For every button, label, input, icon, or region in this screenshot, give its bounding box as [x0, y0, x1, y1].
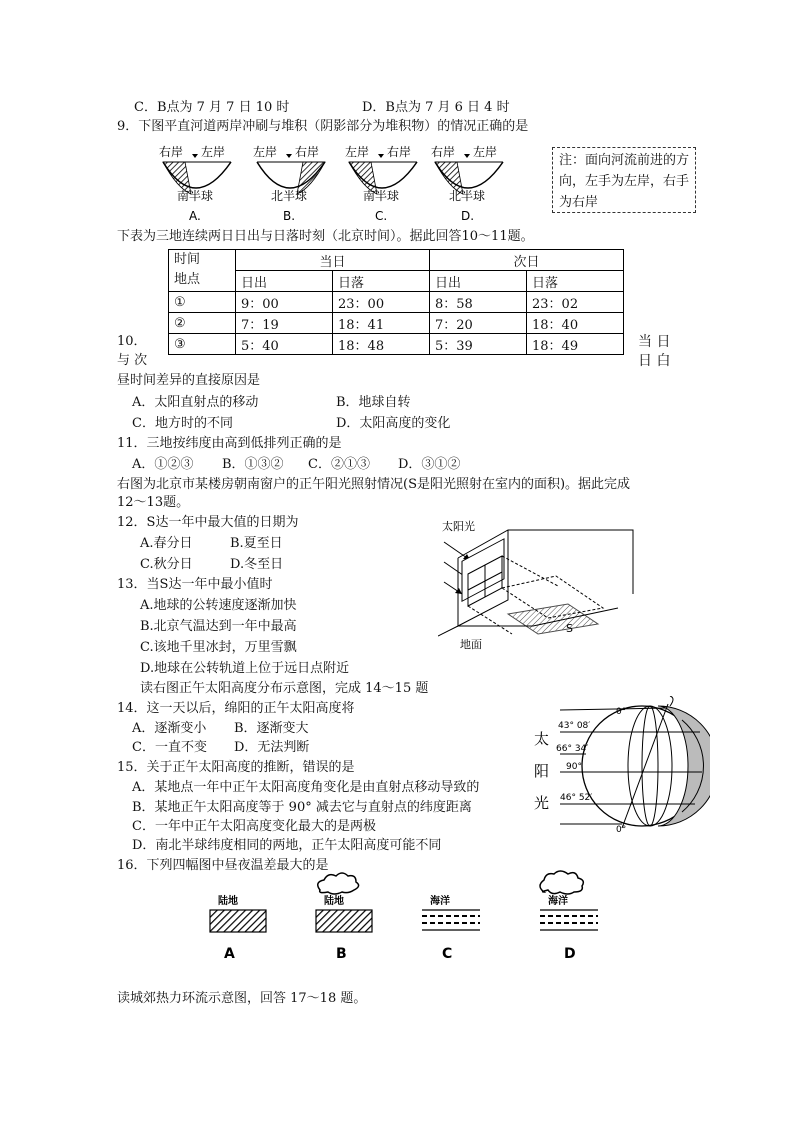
q11-stem: 11．三地按纬度由高到低排列正确的是: [117, 436, 342, 451]
river-fig-b: [253, 144, 325, 223]
q12-stem: 12．S达一年中最大值的日期为: [117, 515, 299, 530]
day-night-temp-figures: [200, 870, 610, 965]
panel-a-letter: A: [224, 946, 235, 962]
header-time: 时间: [174, 252, 201, 267]
q14-option-a: A．逐渐变小: [132, 721, 207, 736]
river-c-left: 左岸: [345, 145, 370, 159]
sunrise-table: [168, 249, 624, 355]
table-row: [169, 292, 624, 313]
window-sunlight-figure: [438, 516, 638, 661]
panel-d: [540, 871, 598, 962]
header-day1: 当日: [236, 250, 430, 271]
river-a-right: 左岸: [201, 145, 226, 159]
q10-number: 10．: [117, 334, 147, 349]
river-d-hemi: 北半球: [449, 189, 486, 203]
q13-option-c: C.该地千里冰封，万里雪飘: [140, 640, 297, 655]
q10-option-b: B．地球自转: [336, 395, 411, 410]
q11-option-d: D．③①②: [398, 457, 461, 472]
s-label: S: [566, 622, 573, 635]
panel-b: [316, 873, 372, 962]
angle-90: 90°: [566, 762, 582, 772]
header-day2: 次日: [430, 250, 624, 271]
q8-option-d: D．B点为 7 月 6 日 4 时: [362, 100, 510, 115]
panel-d-surface: 海洋: [548, 896, 568, 907]
table-corner-cell: [169, 250, 236, 292]
q15-stem: 15．关于正午太阳高度的推断，错误的是: [117, 760, 355, 775]
table-row: [169, 313, 624, 334]
panel-a: [210, 894, 266, 962]
q11-option-a: A．①②③: [132, 457, 194, 472]
row-rise-1: 9：00: [236, 292, 333, 313]
river-b-left: 左岸: [253, 145, 278, 159]
q13-option-a: A.地球的公转速度逐渐加快: [140, 598, 297, 613]
table-intro: 下表为三地连续两日日出与日落时刻（北京时间）。据此回答10～11题。: [117, 229, 534, 244]
q12-option-c: C.秋分日: [140, 557, 193, 572]
panel-c-letter: C: [442, 946, 453, 962]
header-set-1: 日落: [333, 271, 430, 292]
header-set-2: 日落: [527, 271, 624, 292]
intro-12-line1: 右图为北京市某楼房朝南窗户的正午阳光照射情况(S是阳光照射在室内的面积)。据此完成: [117, 477, 631, 492]
table-row: [169, 334, 624, 355]
q13-option-d: D.地球在公转轨道上位于远日点附近: [140, 661, 350, 676]
angle-bottom-0: 0°: [616, 825, 627, 835]
angle-top-0: 0°: [616, 707, 627, 717]
intro-14: 读右图正午太阳高度分布示意图，完成 14～15 题: [140, 681, 429, 696]
q10-option-c: C．地方时的不同: [132, 416, 233, 431]
q10-right-2: 日 白: [638, 353, 671, 369]
q12-option-b: B.夏至日: [230, 536, 283, 551]
q12-option-d: D.冬至日: [230, 557, 284, 572]
row-rise-1: 5：40: [236, 334, 333, 355]
q15-option-c: C．一年中正午太阳高度变化最大的是两极: [132, 819, 376, 834]
header-rise-1: 日出: [236, 271, 333, 292]
q11-option-c: C．②①③: [308, 457, 370, 472]
row-set-2: 18：49: [527, 334, 624, 355]
intro-17: 读城郊热力环流示意图，回答 17～18 题。: [117, 991, 367, 1006]
river-figures: [155, 140, 515, 230]
panel-b-surface: 陆地: [324, 896, 344, 907]
header-place: 地点: [174, 272, 201, 287]
river-c-hemi: 南半球: [363, 189, 400, 203]
row-set-1: 23：00: [333, 292, 430, 313]
bank-note: 注：面向河流前进的方向，左手为左岸，右手为右岸: [552, 147, 696, 213]
panel-c: [422, 894, 480, 962]
row-set-1: 18：41: [333, 313, 430, 334]
q10-fragment: 与 次: [117, 353, 148, 368]
river-b-right: 右岸: [295, 145, 320, 159]
q8-option-c: C．B点为 7 月 7 日 10 时: [134, 100, 290, 115]
row-set-1: 18：48: [333, 334, 430, 355]
q11-option-b: B．①③②: [222, 457, 284, 472]
q14-option-b: B．逐渐变大: [234, 721, 309, 736]
river-a-label: A.: [189, 209, 201, 223]
q10-right-1: 当 日: [638, 334, 671, 350]
q10-option-a: A．太阳直射点的移动: [132, 395, 259, 410]
row-rise-2: 7：20: [430, 313, 527, 334]
q10-option-d: D．太阳高度的变化: [336, 416, 451, 431]
row-set-2: 18：40: [527, 313, 624, 334]
q14-option-d: D．无法判断: [234, 740, 310, 755]
row-rise-2: 8：58: [430, 292, 527, 313]
river-b-hemi: 北半球: [271, 189, 308, 203]
angle-43-08: 43° 08′: [558, 721, 591, 731]
header-rise-2: 日出: [430, 271, 527, 292]
panel-d-letter: D: [564, 946, 576, 962]
river-fig-d: [431, 144, 503, 223]
q9-stem: 9．下图平直河道两岸冲刷与堆积（阴影部分为堆积物）的情况正确的是: [117, 119, 529, 134]
river-a-left: 右岸: [159, 145, 184, 159]
sun-char-2: 阳: [534, 762, 550, 780]
river-fig-c: [345, 144, 417, 223]
river-c-right: 右岸: [387, 145, 412, 159]
q13-stem: 13．当S达一年中最小值时: [117, 577, 273, 592]
q14-stem: 14．这一天以后，绵阳的正午太阳高度将: [117, 701, 355, 716]
river-c-label: C.: [375, 209, 388, 223]
river-d-label: D.: [461, 209, 475, 223]
q15-option-d: D．南北半球纬度相同的两地，正午太阳高度可能不同: [132, 838, 442, 853]
q15-option-a: A．某地点一年中正午太阳高度角变化是由直射点移动导致的: [132, 780, 480, 795]
intro-12-line2: 12～13题。: [117, 495, 190, 510]
river-a-hemi: 南半球: [177, 189, 214, 203]
q13-option-b: B.北京气温达到一年中最高: [140, 619, 297, 634]
q12-option-a: A.春分日: [140, 536, 193, 551]
panel-a-surface: 陆地: [218, 896, 238, 907]
row-rise-1: 7：19: [236, 313, 333, 334]
q15-option-b: B．某地正午太阳高度等于 90° 减去它与直射点的纬度距离: [132, 800, 472, 815]
river-d-right: 左岸: [473, 145, 498, 159]
q16-stem: 16．下列四幅图中昼夜温差最大的是: [117, 858, 329, 873]
sun-char-3: 光: [534, 794, 550, 812]
row-set-2: 23：02: [527, 292, 624, 313]
sunlight-label: 太阳光: [442, 520, 475, 533]
sun-char-1: 太: [534, 730, 550, 748]
row-place: ①: [169, 292, 236, 313]
noon-sun-globe-figure: [530, 696, 710, 836]
angle-66-34: 66° 34′: [556, 744, 589, 754]
row-place: ②: [169, 313, 236, 334]
panel-b-letter: B: [336, 946, 347, 962]
river-b-label: B.: [283, 209, 296, 223]
river-fig-a: [159, 144, 231, 223]
angle-46-52: 46° 52′: [560, 793, 593, 803]
q10-stem: 昼时间差异的直接原因是: [117, 373, 261, 388]
ground-label: 地面: [460, 638, 482, 651]
q14-option-c: C．一直不变: [132, 740, 207, 755]
row-rise-2: 5：39: [430, 334, 527, 355]
row-place: ③: [169, 334, 236, 355]
river-d-left: 右岸: [431, 145, 456, 159]
panel-c-surface: 海洋: [430, 896, 450, 907]
